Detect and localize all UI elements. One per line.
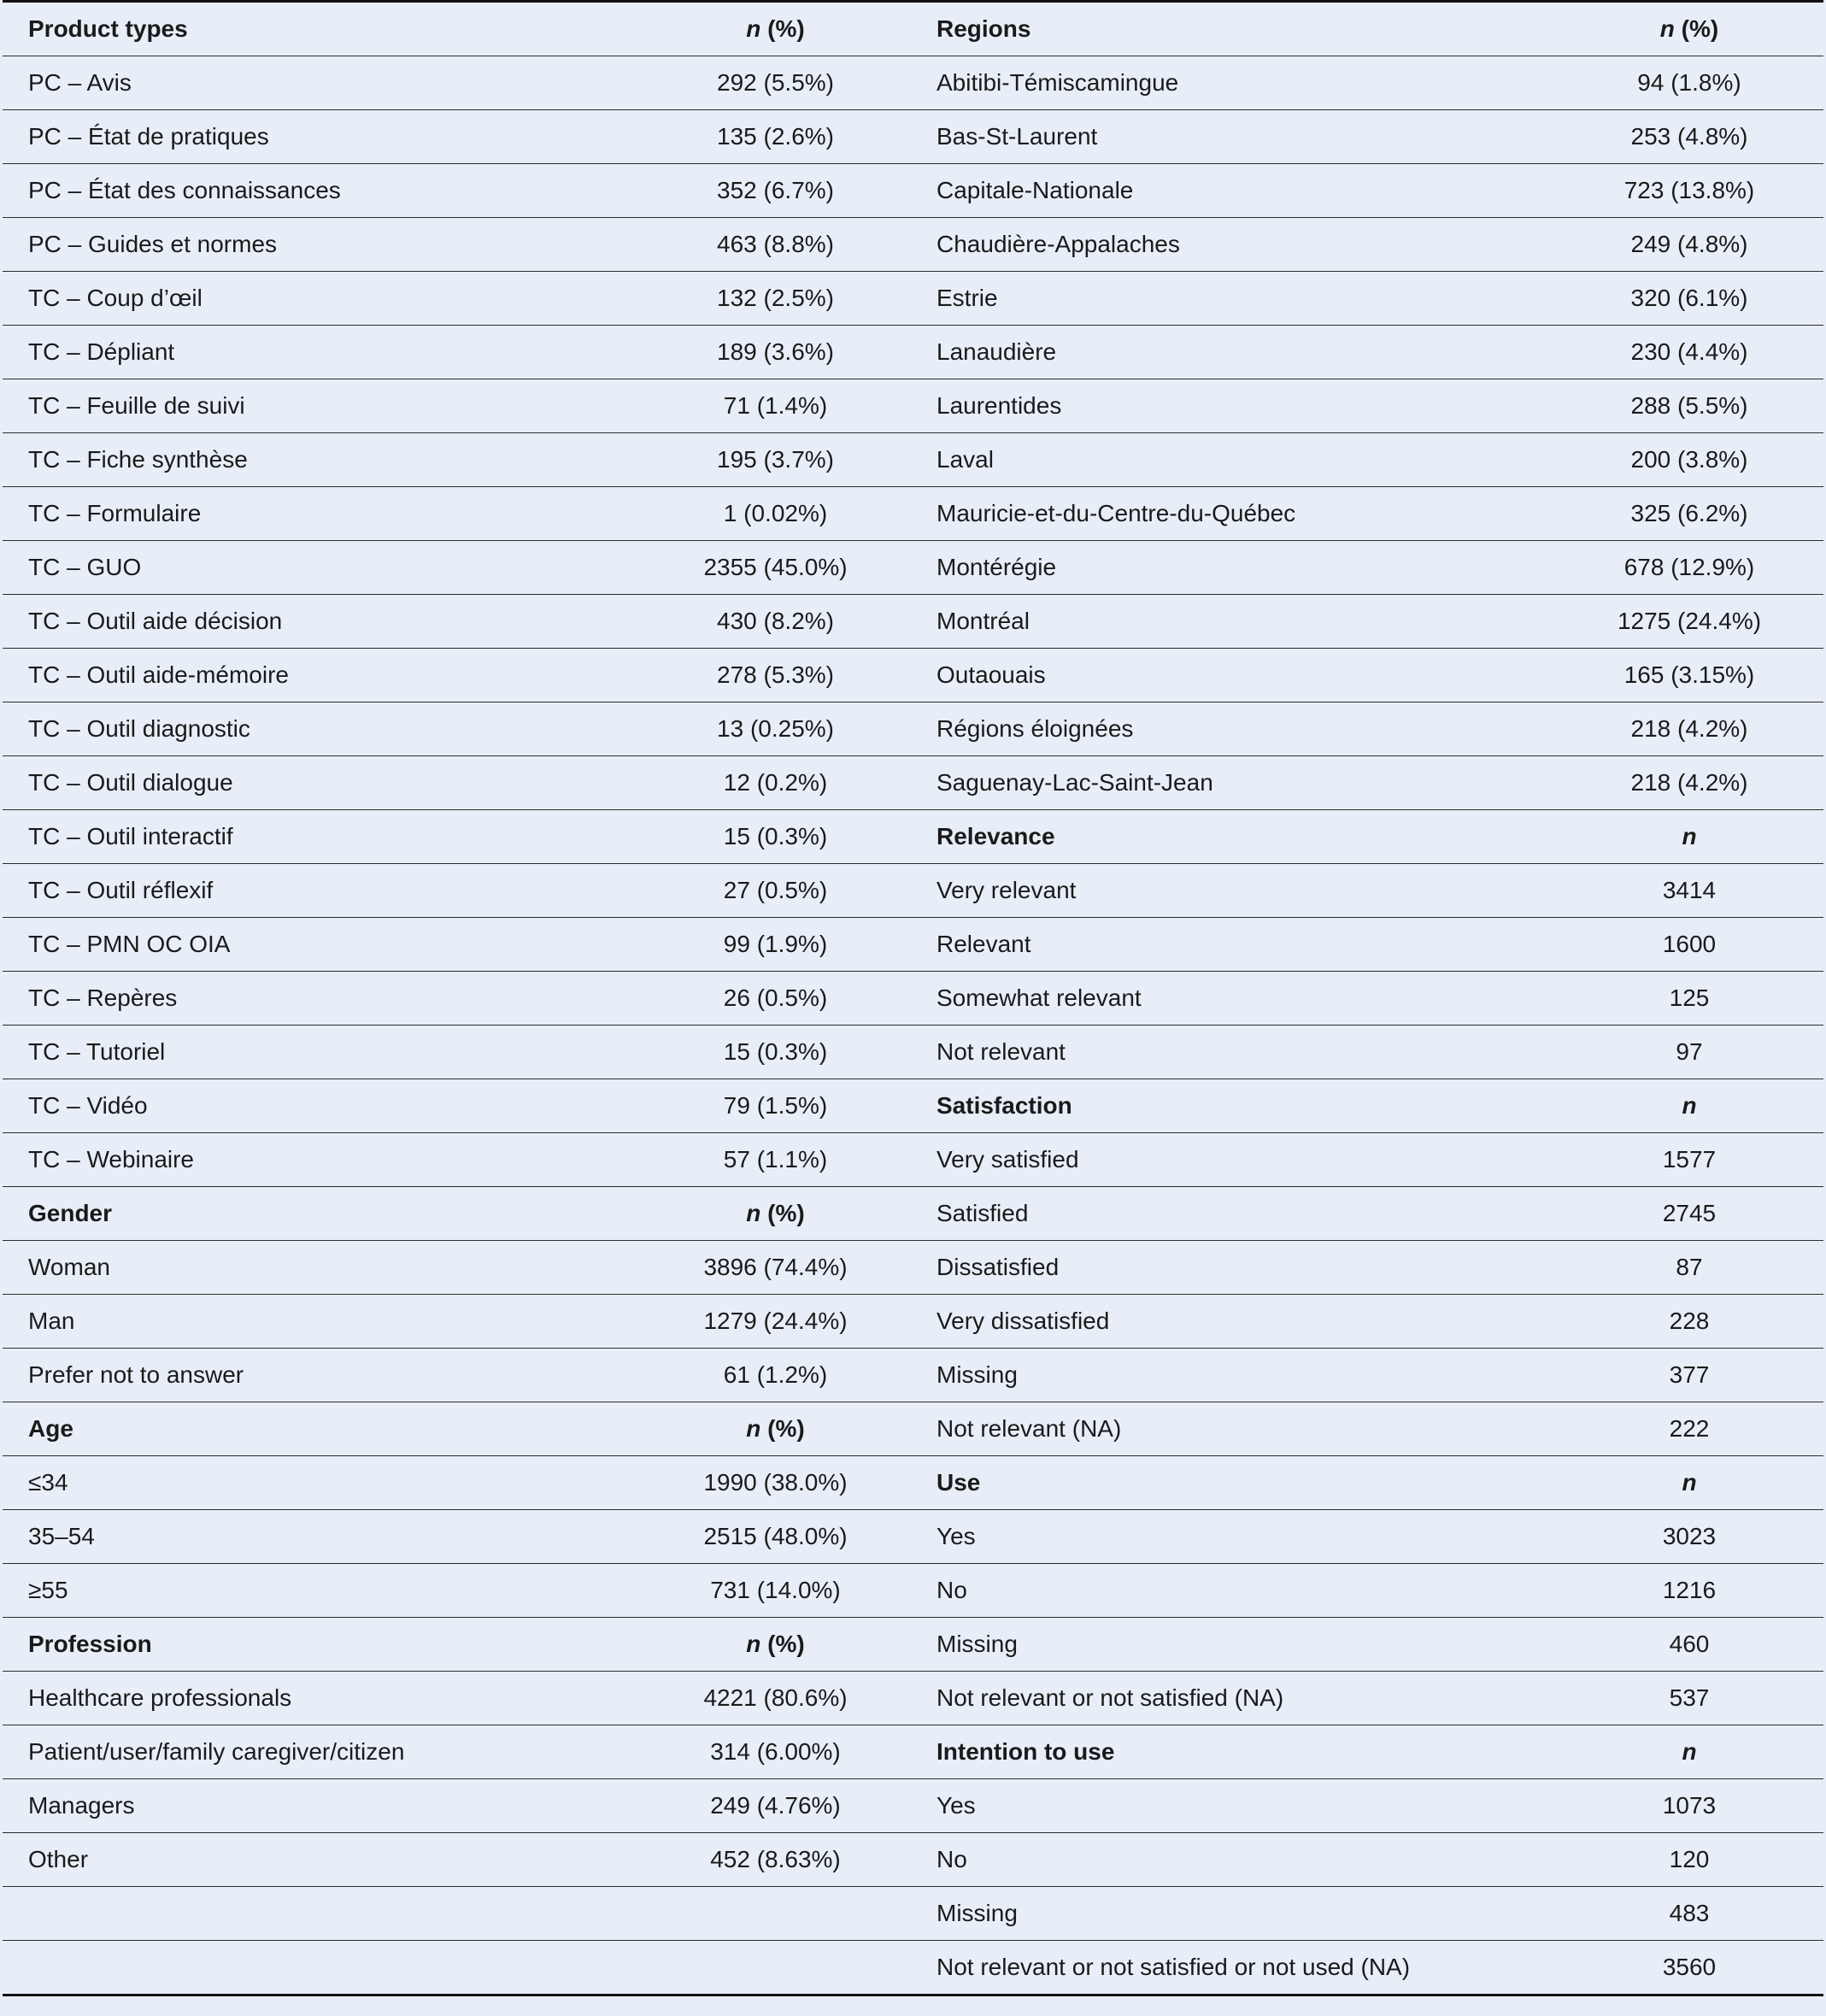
left-column-header-n [614, 1187, 936, 1241]
right-row-value: 320 (6.1%) [1555, 272, 1823, 326]
right-row-label: No [936, 1833, 1555, 1887]
left-row-label: TC – Outil diagnostic [3, 702, 614, 756]
left-row-label: Patient/user/family caregiver/citizen [3, 1725, 614, 1779]
right-row-value: 228 [1555, 1295, 1823, 1349]
left-row-value: 71 (1.4%) [614, 379, 936, 433]
n-symbol: n [1682, 1469, 1697, 1496]
table-row [3, 1725, 1823, 1779]
right-section-header: Relevance [936, 810, 1555, 864]
left-row-label: TC – Outil aide décision [3, 595, 614, 649]
table-row [3, 1402, 1823, 1456]
left-row-label: Prefer not to answer [3, 1349, 614, 1402]
right-row-label: Montréal [936, 595, 1555, 649]
table-row [3, 1456, 1823, 1510]
left-row-label: TC – Outil aide-mémoire [3, 649, 614, 702]
table-row [3, 918, 1823, 972]
right-row-label: Relevant [936, 918, 1555, 972]
table-row [3, 1133, 1823, 1187]
table-row [3, 1187, 1823, 1241]
right-row-label: Dissatisfied [936, 1241, 1555, 1295]
right-row-label: Chaudière-Appalaches [936, 218, 1555, 272]
right-column-header-n [1555, 2, 1823, 56]
right-column-header-n [1555, 1079, 1823, 1133]
right-row-value: 3023 [1555, 1510, 1823, 1564]
left-row-label: TC – Fiche synthèse [3, 433, 614, 487]
left-row-value: 452 (8.63%) [614, 1833, 936, 1887]
left-column-header-n [614, 2, 936, 56]
right-row-label: Montérégie [936, 541, 1555, 595]
n-symbol: n [746, 1200, 761, 1226]
left-row-label: TC – Vidéo [3, 1079, 614, 1133]
left-row-label: ≤34 [3, 1456, 614, 1510]
table-row [3, 1564, 1823, 1618]
left-row-value: 195 (3.7%) [614, 433, 936, 487]
right-row-value: 723 (13.8%) [1555, 164, 1823, 218]
descriptive-statistics-table [3, 0, 1823, 1996]
right-row-label: Mauricie-et-du-Centre-du-Québec [936, 487, 1555, 541]
left-row-value: 352 (6.7%) [614, 164, 936, 218]
right-row-label: Satisfied [936, 1187, 1555, 1241]
right-row-value: 87 [1555, 1241, 1823, 1295]
left-row-value: 1279 (24.4%) [614, 1295, 936, 1349]
table-row [3, 1510, 1823, 1564]
table-row [3, 864, 1823, 918]
table-row [3, 1026, 1823, 1079]
right-row-value: 678 (12.9%) [1555, 541, 1823, 595]
right-row-value: 483 [1555, 1887, 1823, 1941]
left-row-value: 278 (5.3%) [614, 649, 936, 702]
left-row-value: 15 (0.3%) [614, 810, 936, 864]
right-row-label: Outaouais [936, 649, 1555, 702]
right-row-value: 218 (4.2%) [1555, 702, 1823, 756]
left-row-value: 2355 (45.0%) [614, 541, 936, 595]
table-row [3, 649, 1823, 702]
percent-suffix: (%) [760, 1631, 805, 1657]
left-row-value: 15 (0.3%) [614, 1026, 936, 1079]
right-row-label: Very relevant [936, 864, 1555, 918]
right-row-value: 94 (1.8%) [1555, 56, 1823, 110]
left-row-value: 12 (0.2%) [614, 756, 936, 810]
left-section-header: Product types [3, 2, 614, 56]
n-symbol: n [1682, 823, 1697, 849]
left-row-value: 4221 (80.6%) [614, 1672, 936, 1725]
table-row [3, 1887, 1823, 1941]
left-row-value: 1990 (38.0%) [614, 1456, 936, 1510]
right-row-label: Missing [936, 1887, 1555, 1941]
left-row-value: 135 (2.6%) [614, 110, 936, 164]
table-row [3, 1941, 1823, 1995]
left-row-label: PC – État des connaissances [3, 164, 614, 218]
right-row-label: Laval [936, 433, 1555, 487]
right-row-value: 200 (3.8%) [1555, 433, 1823, 487]
table-row [3, 379, 1823, 433]
right-section-header: Regions [936, 2, 1555, 56]
n-symbol: n [746, 1631, 761, 1657]
right-row-value: 325 (6.2%) [1555, 487, 1823, 541]
table-row [3, 272, 1823, 326]
percent-suffix: (%) [760, 15, 805, 42]
right-row-value: 230 (4.4%) [1555, 326, 1823, 379]
left-row-label [3, 1941, 614, 1995]
left-row-value: 3896 (74.4%) [614, 1241, 936, 1295]
left-row-label: Healthcare professionals [3, 1672, 614, 1725]
left-row-value: 1 (0.02%) [614, 487, 936, 541]
left-row-label [3, 1887, 614, 1941]
left-row-label: TC – Repères [3, 972, 614, 1026]
left-row-label: TC – PMN OC OIA [3, 918, 614, 972]
right-section-header: Use [936, 1456, 1555, 1510]
right-row-value: 3560 [1555, 1941, 1823, 1995]
left-row-value: 430 (8.2%) [614, 595, 936, 649]
left-row-value: 249 (4.76%) [614, 1779, 936, 1833]
left-row-label: TC – Outil dialogue [3, 756, 614, 810]
right-row-value: 537 [1555, 1672, 1823, 1725]
table-row [3, 1349, 1823, 1402]
left-row-label: Woman [3, 1241, 614, 1295]
table-row [3, 1241, 1823, 1295]
right-row-value: 253 (4.8%) [1555, 110, 1823, 164]
left-row-label: TC – Webinaire [3, 1133, 614, 1187]
left-row-value: 26 (0.5%) [614, 972, 936, 1026]
table-row [3, 972, 1823, 1026]
table-row [3, 595, 1823, 649]
left-section-header: Profession [3, 1618, 614, 1672]
right-section-header: Satisfaction [936, 1079, 1555, 1133]
right-row-value: 1275 (24.4%) [1555, 595, 1823, 649]
left-row-label: PC – État de pratiques [3, 110, 614, 164]
right-row-label: Not relevant or not satisfied or not used (NA) [936, 1941, 1555, 1995]
left-row-value: 189 (3.6%) [614, 326, 936, 379]
right-row-label: Estrie [936, 272, 1555, 326]
left-row-label: TC – Dépliant [3, 326, 614, 379]
table-row [3, 2, 1823, 56]
right-row-value: 1600 [1555, 918, 1823, 972]
left-row-value: 292 (5.5%) [614, 56, 936, 110]
right-row-value: 288 (5.5%) [1555, 379, 1823, 433]
left-row-value: 731 (14.0%) [614, 1564, 936, 1618]
right-column-header-n [1555, 1725, 1823, 1779]
left-row-label: TC – Outil interactif [3, 810, 614, 864]
right-row-label: Very satisfied [936, 1133, 1555, 1187]
left-section-header: Age [3, 1402, 614, 1456]
table-row [3, 541, 1823, 595]
left-row-label: PC – Guides et normes [3, 218, 614, 272]
left-row-value: 314 (6.00%) [614, 1725, 936, 1779]
right-row-label: Saguenay-Lac-Saint-Jean [936, 756, 1555, 810]
right-row-value: 249 (4.8%) [1555, 218, 1823, 272]
table-row [3, 1618, 1823, 1672]
left-row-value: 57 (1.1%) [614, 1133, 936, 1187]
right-row-label: Capitale-Nationale [936, 164, 1555, 218]
n-symbol: n [1682, 1092, 1697, 1119]
table-row [3, 1295, 1823, 1349]
left-row-value: 79 (1.5%) [614, 1079, 936, 1133]
right-row-label: Missing [936, 1618, 1555, 1672]
right-row-value: 1577 [1555, 1133, 1823, 1187]
left-row-label: 35–54 [3, 1510, 614, 1564]
table-row [3, 56, 1823, 110]
n-symbol: n [1659, 15, 1675, 42]
right-row-label: Not relevant [936, 1026, 1555, 1079]
right-row-label: Régions éloignées [936, 702, 1555, 756]
table-row [3, 1672, 1823, 1725]
left-row-label: TC – GUO [3, 541, 614, 595]
left-row-value: 13 (0.25%) [614, 702, 936, 756]
right-row-label: Yes [936, 1779, 1555, 1833]
table-row [3, 433, 1823, 487]
right-column-header-n [1555, 810, 1823, 864]
n-symbol: n [746, 15, 761, 42]
right-row-value: 460 [1555, 1618, 1823, 1672]
right-row-value: 1216 [1555, 1564, 1823, 1618]
right-row-value: 165 (3.15%) [1555, 649, 1823, 702]
right-row-value: 1073 [1555, 1779, 1823, 1833]
left-row-value [614, 1941, 936, 1995]
right-row-label: Laurentides [936, 379, 1555, 433]
right-row-label: Not relevant or not satisfied (NA) [936, 1672, 1555, 1725]
table-row [3, 1833, 1823, 1887]
right-row-label: Missing [936, 1349, 1555, 1402]
table-row [3, 110, 1823, 164]
left-row-label: Managers [3, 1779, 614, 1833]
n-symbol: n [1682, 1738, 1697, 1765]
table-body [3, 2, 1823, 1995]
table-row [3, 702, 1823, 756]
left-row-value: 463 (8.8%) [614, 218, 936, 272]
left-row-label: Other [3, 1833, 614, 1887]
table-row [3, 810, 1823, 864]
left-row-value: 99 (1.9%) [614, 918, 936, 972]
right-row-label: Somewhat relevant [936, 972, 1555, 1026]
table-row [3, 1079, 1823, 1133]
right-row-label: Yes [936, 1510, 1555, 1564]
right-row-label: Very dissatisfied [936, 1295, 1555, 1349]
right-column-header-n [1555, 1456, 1823, 1510]
left-row-label: TC – Coup d’œil [3, 272, 614, 326]
left-column-header-n [614, 1402, 936, 1456]
right-row-value: 2745 [1555, 1187, 1823, 1241]
right-row-value: 97 [1555, 1026, 1823, 1079]
percent-suffix: (%) [1674, 15, 1719, 42]
left-row-label: TC – Feuille de suivi [3, 379, 614, 433]
right-row-value: 120 [1555, 1833, 1823, 1887]
percent-suffix: (%) [760, 1415, 805, 1442]
right-row-value: 218 (4.2%) [1555, 756, 1823, 810]
table-row [3, 1779, 1823, 1833]
table-row [3, 164, 1823, 218]
right-row-label: Bas-St-Laurent [936, 110, 1555, 164]
percent-suffix: (%) [760, 1200, 805, 1226]
left-row-label: Man [3, 1295, 614, 1349]
right-row-value: 3414 [1555, 864, 1823, 918]
left-row-value: 2515 (48.0%) [614, 1510, 936, 1564]
left-row-label: TC – Tutoriel [3, 1026, 614, 1079]
right-row-label: Abitibi-Témiscamingue [936, 56, 1555, 110]
left-row-label: TC – Formulaire [3, 487, 614, 541]
table-row [3, 326, 1823, 379]
left-section-header: Gender [3, 1187, 614, 1241]
left-row-value: 27 (0.5%) [614, 864, 936, 918]
right-row-label: Lanaudière [936, 326, 1555, 379]
right-section-header: Intention to use [936, 1725, 1555, 1779]
table-row [3, 218, 1823, 272]
right-row-value: 222 [1555, 1402, 1823, 1456]
n-symbol: n [746, 1415, 761, 1442]
left-row-value: 61 (1.2%) [614, 1349, 936, 1402]
left-row-value: 132 (2.5%) [614, 272, 936, 326]
right-row-label: Not relevant (NA) [936, 1402, 1555, 1456]
table-row [3, 756, 1823, 810]
right-row-label: No [936, 1564, 1555, 1618]
left-row-value [614, 1887, 936, 1941]
left-column-header-n [614, 1618, 936, 1672]
left-row-label: PC – Avis [3, 56, 614, 110]
left-row-label: ≥55 [3, 1564, 614, 1618]
right-row-value: 125 [1555, 972, 1823, 1026]
right-row-value: 377 [1555, 1349, 1823, 1402]
left-row-label: TC – Outil réflexif [3, 864, 614, 918]
table-row [3, 487, 1823, 541]
